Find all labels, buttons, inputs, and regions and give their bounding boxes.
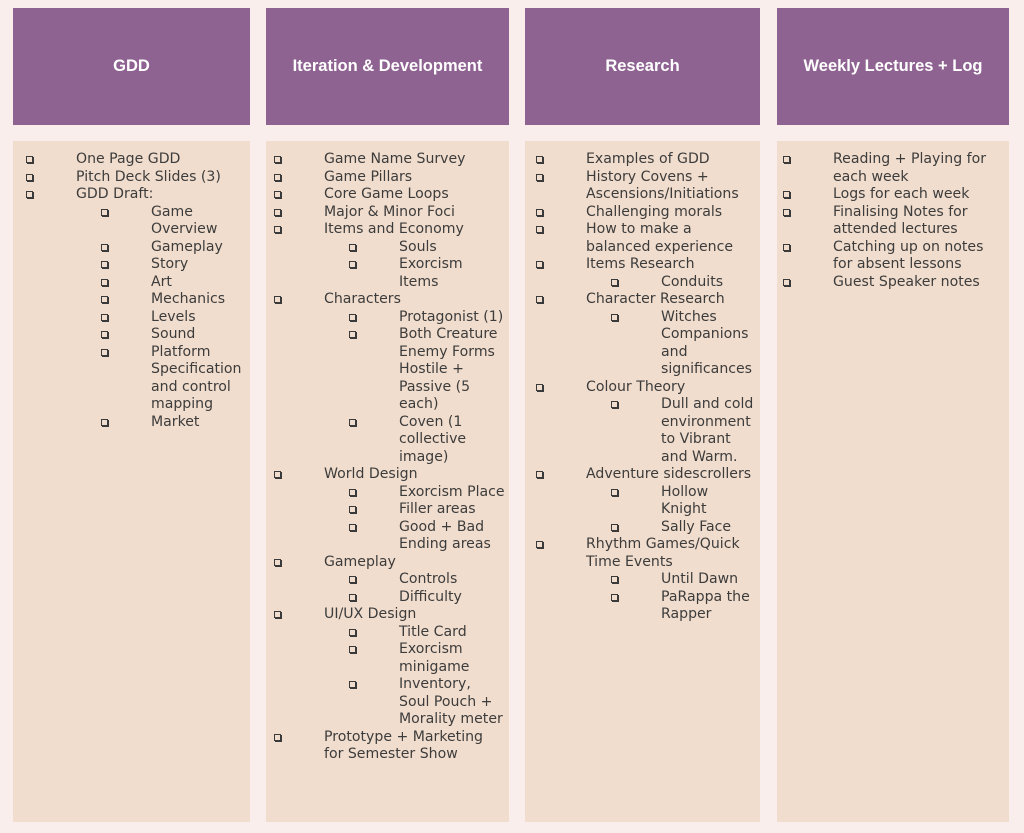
checklist-item-pitch-deck-slides-3: [76, 169, 246, 187]
sub-item-label: Exorcism minigame: [399, 641, 470, 675]
checklist-item-label: How to make a balanced experience: [586, 221, 734, 255]
sub-item-good-bad-ending-areas: [399, 519, 505, 554]
checklist-item-finalising-notes-for-attended-lectures: [833, 204, 1005, 239]
checkbox-icon: [101, 419, 108, 426]
column-header-gdd: [13, 8, 250, 125]
sub-item-levels: [151, 309, 246, 327]
sub-item-both-creature-enemy-forms-hostile-passive-5-each: [399, 326, 505, 414]
checklist-item-label: GDD Draft:: [76, 186, 154, 202]
checklist: [525, 151, 760, 624]
checkbox-icon: [101, 314, 108, 321]
checklist-item-rhythm-games-quick-time-events: [586, 536, 756, 571]
sub-checklist: [324, 239, 505, 292]
checklist-item-label: Core Game Loops: [324, 186, 449, 202]
checkbox-icon: [101, 349, 108, 356]
checklist-item-label: Catching up on notes for absent lessons: [833, 238, 984, 272]
column-header-iteration: [266, 8, 509, 125]
checklist-item-label: Character Research: [586, 291, 725, 307]
checklist-item-items-research: [586, 256, 756, 274]
checklist-item-colour-theory: [586, 379, 756, 397]
sub-checklist: [324, 309, 505, 467]
sub-item-difficulty: [399, 589, 505, 607]
checkbox-icon: [536, 296, 543, 303]
checkbox-icon: [611, 576, 618, 583]
checkbox-icon: [349, 314, 356, 321]
sub-item-label: Protagonist (1): [399, 308, 504, 325]
sub-item-label: Until Dawn: [661, 571, 739, 587]
sub-item-label: PaRappa the Rapper: [661, 588, 750, 622]
checkbox-icon: [536, 209, 543, 216]
sub-item-label: Exorcism Place: [399, 483, 505, 500]
sub-item-market: [151, 414, 246, 432]
checklist-item-major-minor-foci: [324, 204, 505, 222]
sub-item-coven-1-collective-image: [399, 414, 505, 467]
sub-item-gameplay: [151, 239, 246, 257]
checkbox-icon: [26, 174, 33, 181]
checkbox-icon: [783, 209, 790, 216]
column-panel-iteration: [266, 141, 509, 822]
checkbox-icon: [274, 611, 281, 618]
checklist: [266, 151, 509, 764]
checkbox-icon: [274, 226, 281, 233]
sub-item-label: Sally Face: [661, 518, 732, 535]
sub-item-label: Game Overview: [151, 203, 218, 237]
column-header-weekly: [777, 8, 1009, 125]
sub-item-label: Difficulty: [399, 588, 462, 605]
sub-checklist: [586, 309, 756, 379]
checkbox-icon: [783, 191, 790, 198]
sub-item-exorcism-items: [399, 256, 505, 291]
checklist-item-label: Prototype + Marketing for Semester Show: [324, 728, 484, 762]
checkbox-icon: [536, 471, 543, 478]
sub-item-label: Exorcism Items: [399, 256, 463, 290]
checklist-item-label: Colour Theory: [586, 378, 686, 395]
checkbox-icon: [349, 681, 356, 688]
checkbox-icon: [611, 401, 618, 408]
checkbox-icon: [274, 191, 281, 198]
sub-item-exorcism-place: [399, 484, 505, 502]
checkbox-icon: [349, 419, 356, 426]
checklist-item-label: UI/UX Design: [324, 606, 417, 622]
checkbox-icon: [783, 279, 790, 286]
checklist-item-character-research: [586, 291, 756, 309]
checkbox-icon: [349, 261, 356, 268]
checkbox-icon: [274, 734, 281, 741]
column-panel-weekly: [777, 141, 1009, 822]
checklist-item-world-design: [324, 466, 505, 484]
checkbox-icon: [611, 489, 618, 496]
checklist-item-catching-up-on-notes-for-absent-lessons: [833, 239, 1005, 274]
checklist-item-game-name-survey: [324, 151, 505, 169]
column-panel-gdd: [13, 141, 250, 822]
checkbox-icon: [101, 244, 108, 251]
sub-item-label: Filler areas: [399, 501, 476, 517]
sub-item-protagonist-1: [399, 309, 505, 327]
checklist-item-label: One Page GDD: [76, 151, 181, 167]
column-title: GDD: [113, 57, 150, 75]
sub-item-label: Title Card: [399, 623, 467, 640]
sub-item-label: Mechanics: [151, 291, 226, 307]
sub-item-art: [151, 274, 246, 292]
sub-checklist: [586, 274, 756, 292]
sub-item-conduits: [661, 274, 756, 292]
checklist-item-gameplay: [324, 554, 505, 572]
sub-item-sally-face: [661, 519, 756, 537]
sub-item-label: Witches Companions and significances: [661, 308, 753, 377]
sub-item-game-overview: [151, 204, 246, 239]
checkbox-icon: [349, 524, 356, 531]
checkbox-icon: [536, 156, 543, 163]
checklist-item-label: Examples of GDD: [586, 151, 710, 167]
checkbox-icon: [349, 489, 356, 496]
checkbox-icon: [349, 244, 356, 251]
sub-checklist: [586, 571, 756, 624]
checklist-item-logs-for-each-week: [833, 186, 1005, 204]
checkbox-icon: [783, 244, 790, 251]
sub-item-story: [151, 256, 246, 274]
checklist-item-adventure-sidescrollers: [586, 466, 756, 484]
sub-item-label: Platform Specification and control mapping: [151, 343, 242, 412]
checkbox-icon: [611, 279, 618, 286]
sub-item-label: Dull and cold environment to Vibrant and Warm.: [661, 396, 754, 465]
checklist-item-label: Reading + Playing for each week: [833, 151, 987, 185]
checklist-item-label: Logs for each week: [833, 186, 970, 202]
sub-item-parappa-the-rapper: [661, 589, 756, 624]
checkbox-icon: [536, 174, 543, 181]
checklist: [13, 151, 250, 431]
column-title: Iteration & Development: [292, 57, 483, 75]
sub-checklist: [586, 396, 756, 466]
sub-item-mechanics: [151, 291, 246, 309]
sub-checklist: [324, 484, 505, 554]
checkbox-icon: [26, 191, 33, 198]
sub-checklist: [324, 571, 505, 606]
checkbox-icon: [349, 594, 356, 601]
sub-item-label: Coven (1 collective image): [399, 413, 467, 465]
checkbox-icon: [349, 646, 356, 653]
checkbox-icon: [274, 174, 281, 181]
sub-item-label: Conduits: [661, 273, 724, 290]
checklist-item-label: History Covens + Ascensions/Initiations: [586, 168, 739, 202]
sub-item-label: Souls: [399, 238, 437, 255]
checklist-item-label: Pitch Deck Slides (3): [76, 168, 221, 185]
checkbox-icon: [101, 209, 108, 216]
sub-item-souls: [399, 239, 505, 257]
sub-item-filler-areas: [399, 501, 505, 519]
sub-checklist: [324, 624, 505, 729]
sub-item-label: Story: [151, 256, 189, 272]
checklist-item-one-page-gdd: [76, 151, 246, 169]
sub-item-until-dawn: [661, 571, 756, 589]
sub-checklist: [586, 484, 756, 537]
checkbox-icon: [101, 279, 108, 286]
sub-item-label: Levels: [151, 308, 196, 325]
sub-checklist: [76, 204, 246, 432]
checklist-item-characters: [324, 291, 505, 309]
checklist-item-ui-ux-design: [324, 606, 505, 624]
checkbox-icon: [536, 541, 543, 548]
checklist-item-label: Game Pillars: [324, 168, 413, 185]
sub-item-exorcism-minigame: [399, 641, 505, 676]
sub-item-label: Good + Bad Ending areas: [399, 518, 491, 552]
sub-item-sound: [151, 326, 246, 344]
checklist-item-gdd-draft: [76, 186, 246, 204]
sub-item-label: Controls: [399, 571, 458, 587]
checklist-item-label: Guest Speaker notes: [833, 273, 980, 290]
checklist-item-label: Characters: [324, 291, 401, 307]
sub-item-platform-specification-and-control-mapping: [151, 344, 246, 414]
checkbox-icon: [536, 261, 543, 268]
checklist-item-label: Challenging morals: [586, 203, 723, 220]
checkbox-icon: [349, 331, 356, 338]
checkbox-icon: [349, 576, 356, 583]
checkbox-icon: [274, 296, 281, 303]
checkbox-icon: [101, 261, 108, 268]
checklist-item-history-covens-ascensions-initiations: [586, 169, 756, 204]
checklist-item-prototype-marketing-for-semester-show: [324, 729, 505, 764]
sub-item-label: Market: [151, 413, 200, 430]
checklist-item-label: Items Research: [586, 256, 695, 272]
checkbox-icon: [274, 209, 281, 216]
sub-item-label: Gameplay: [151, 238, 223, 255]
checkbox-icon: [274, 471, 281, 478]
sub-item-controls: [399, 571, 505, 589]
checklist-item-label: Major & Minor Foci: [324, 203, 455, 220]
checkbox-icon: [536, 384, 543, 391]
checkbox-icon: [274, 156, 281, 163]
checklist: [777, 151, 1009, 291]
sub-item-label: Inventory, Soul Pouch + Morality meter: [399, 676, 503, 727]
checklist-item-label: Adventure sidescrollers: [586, 466, 752, 482]
checklist-item-label: Finalising Notes for attended lectures: [833, 203, 968, 237]
checklist-item-game-pillars: [324, 169, 505, 187]
sub-item-label: Hollow Knight: [661, 483, 709, 517]
column-panel-research: [525, 141, 760, 822]
checkbox-icon: [611, 594, 618, 601]
sub-item-title-card: [399, 624, 505, 642]
checkbox-icon: [274, 559, 281, 566]
checkbox-icon: [101, 296, 108, 303]
sub-item-dull-and-cold-environment-to-vibrant-and-warm: [661, 396, 756, 466]
column-header-research: [525, 8, 760, 125]
checklist-item-examples-of-gdd: [586, 151, 756, 169]
checklist-item-how-to-make-a-balanced-experience: [586, 221, 756, 256]
checklist-item-guest-speaker-notes: [833, 274, 1005, 292]
column-title: Weekly Lectures + Log: [803, 57, 983, 75]
checklist-item-label: Game Name Survey: [324, 151, 466, 167]
sub-item-hollow-knight: [661, 484, 756, 519]
checklist-item-label: Rhythm Games/Quick Time Events: [586, 536, 740, 570]
checklist-item-challenging-morals: [586, 204, 756, 222]
checklist-item-label: World Design: [324, 466, 418, 482]
checkbox-icon: [101, 331, 108, 338]
sub-item-label: Art: [151, 273, 172, 290]
checkbox-icon: [26, 156, 33, 163]
checkbox-icon: [783, 156, 790, 163]
sub-item-inventory-soul-pouch-morality-meter: [399, 676, 505, 729]
checkbox-icon: [536, 226, 543, 233]
sub-item-label: Both Creature Enemy Forms Hostile + Passive (5 each): [399, 326, 498, 412]
checkbox-icon: [611, 314, 618, 321]
checklist-item-items-and-economy: [324, 221, 505, 239]
column-title: Research: [605, 57, 680, 75]
checkbox-icon: [349, 506, 356, 513]
checklist-item-reading-playing-for-each-week: [833, 151, 1005, 186]
checklist-item-core-game-loops: [324, 186, 505, 204]
checkbox-icon: [349, 629, 356, 636]
sub-item-label: Sound: [151, 326, 196, 342]
sub-item-witches-companions-and-significances: [661, 309, 756, 379]
checklist-item-label: Gameplay: [324, 553, 396, 570]
checkbox-icon: [611, 524, 618, 531]
checklist-item-label: Items and Economy: [324, 221, 464, 237]
